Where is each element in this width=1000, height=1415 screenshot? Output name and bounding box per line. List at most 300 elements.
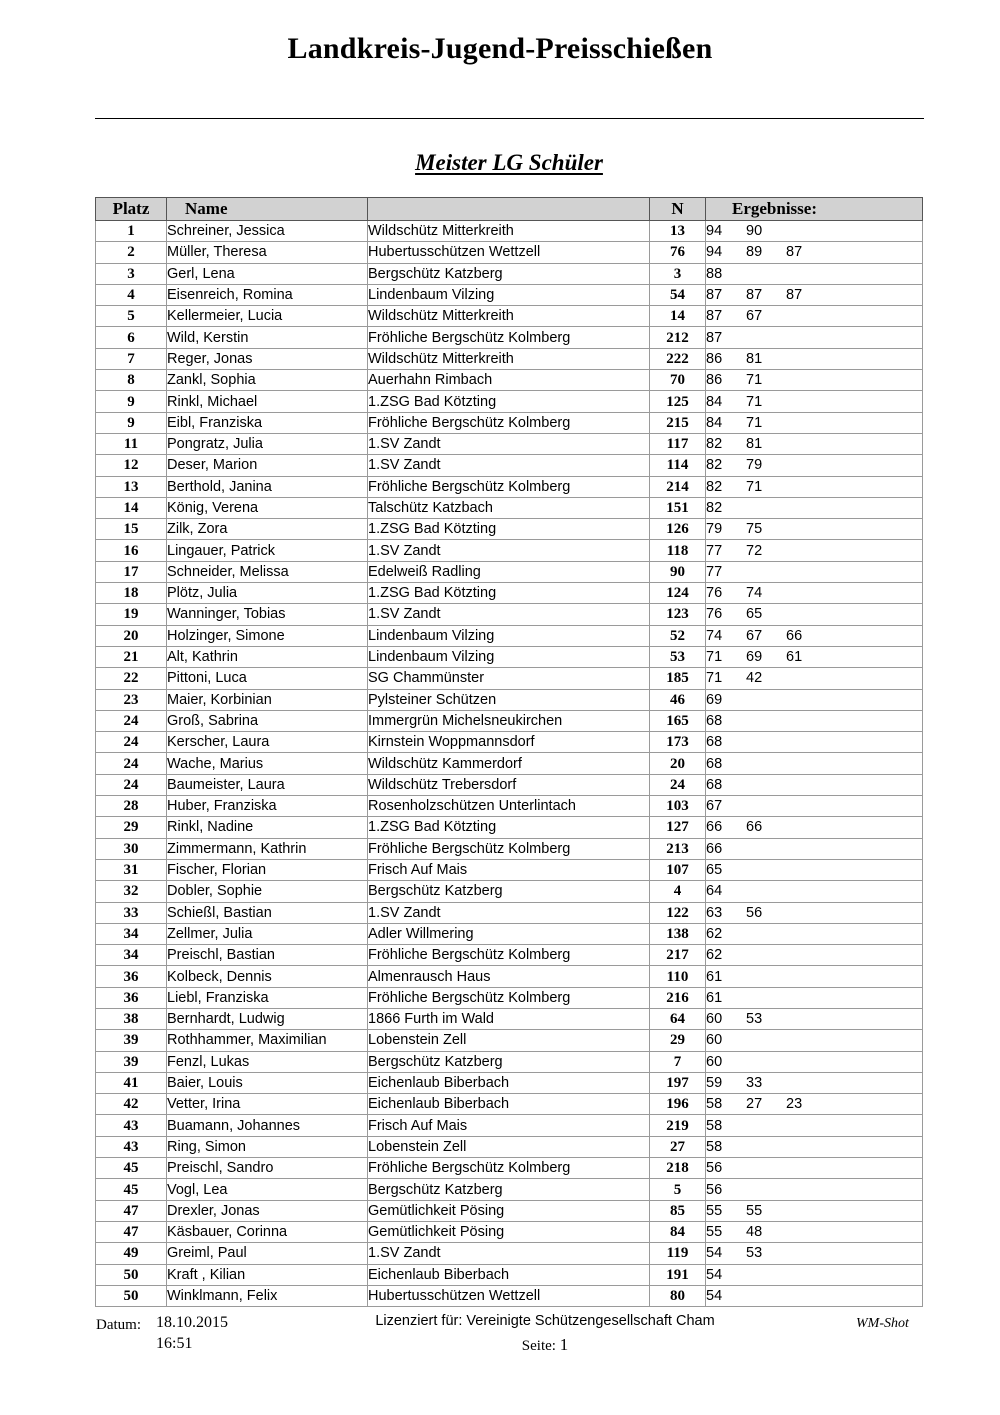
table-row <box>96 370 923 391</box>
cell-n: 14 <box>650 306 706 327</box>
cell-n: 173 <box>650 732 706 753</box>
result-score: 42 <box>746 670 763 687</box>
header-ergebnisse: Ergebnisse: <box>706 198 923 221</box>
result-score: 87 <box>786 287 803 304</box>
cell-name: Deser, Marion <box>167 455 368 476</box>
table-row <box>96 561 923 582</box>
cell-platz: 24 <box>96 710 167 731</box>
cell-ergebnisse <box>706 455 923 476</box>
cell-platz: 45 <box>96 1158 167 1179</box>
cell-platz: 32 <box>96 881 167 902</box>
cell-n: 90 <box>650 561 706 582</box>
cell-name: Berthold, Janina <box>167 476 368 497</box>
cell-n: 191 <box>650 1264 706 1285</box>
cell-ergebnisse <box>706 497 923 518</box>
result-score: 84 <box>706 393 723 410</box>
table-row <box>96 476 923 497</box>
page-title: Landkreis-Jugend-Preisschießen <box>287 32 713 65</box>
cell-ergebnisse <box>706 1008 923 1029</box>
result-score: 74 <box>706 627 723 644</box>
cell-ergebnisse <box>706 1094 923 1115</box>
header-n: N <box>650 198 706 221</box>
cell-club: Immergrün Michelsneukirchen <box>368 710 650 731</box>
cell-ergebnisse <box>706 519 923 540</box>
cell-platz: 1 <box>96 221 167 242</box>
cell-n: 196 <box>650 1094 706 1115</box>
cell-n: 214 <box>650 476 706 497</box>
cell-name: Alt, Kathrin <box>167 646 368 667</box>
result-score: 60 <box>706 1053 723 1070</box>
table-row <box>96 817 923 838</box>
cell-name: Groß, Sabrina <box>167 710 368 731</box>
result-score: 89 <box>746 244 763 261</box>
cell-n: 107 <box>650 859 706 880</box>
result-score: 68 <box>706 755 723 772</box>
cell-ergebnisse <box>706 796 923 817</box>
cell-platz: 14 <box>96 497 167 518</box>
table-row <box>96 263 923 284</box>
cell-n: 52 <box>650 625 706 646</box>
cell-platz: 11 <box>96 433 167 454</box>
cell-platz: 43 <box>96 1136 167 1157</box>
cell-n: 197 <box>650 1072 706 1093</box>
cell-n: 119 <box>650 1243 706 1264</box>
cell-platz: 6 <box>96 327 167 348</box>
cell-name: Zilk, Zora <box>167 519 368 540</box>
table-row <box>96 732 923 753</box>
license-text: Lizenziert für: Vereinigte Schützengesellschaft Cham <box>375 1313 715 1329</box>
table-row <box>96 583 923 604</box>
cell-name: Liebl, Franziska <box>167 987 368 1008</box>
cell-club: Lindenbaum Vilzing <box>368 625 650 646</box>
cell-n: 3 <box>650 263 706 284</box>
cell-platz: 20 <box>96 625 167 646</box>
cell-name: Zellmer, Julia <box>167 923 368 944</box>
cell-ergebnisse <box>706 625 923 646</box>
table-row <box>96 689 923 710</box>
cell-club: Fröhliche Bergschütz Kolmberg <box>368 412 650 433</box>
table-row <box>96 284 923 305</box>
cell-name: Vogl, Lea <box>167 1179 368 1200</box>
cell-ergebnisse <box>706 945 923 966</box>
cell-name: Buamann, Johannes <box>167 1115 368 1136</box>
cell-n: 64 <box>650 1008 706 1029</box>
table-row <box>96 646 923 667</box>
cell-platz: 36 <box>96 966 167 987</box>
cell-platz: 17 <box>96 561 167 582</box>
table-row <box>96 348 923 369</box>
cell-name: Vetter, Irina <box>167 1094 368 1115</box>
cell-name: Zankl, Sophia <box>167 370 368 391</box>
cell-club: Fröhliche Bergschütz Kolmberg <box>368 838 650 859</box>
cell-ergebnisse <box>706 604 923 625</box>
cell-name: Greiml, Paul <box>167 1243 368 1264</box>
cell-club: Adler Willmering <box>368 923 650 944</box>
result-score: 71 <box>746 414 763 431</box>
cell-n: 212 <box>650 327 706 348</box>
result-score: 82 <box>706 436 723 453</box>
cell-n: 70 <box>650 370 706 391</box>
cell-ergebnisse <box>706 348 923 369</box>
cell-ergebnisse <box>706 561 923 582</box>
table-row <box>96 987 923 1008</box>
result-score: 58 <box>706 1096 723 1113</box>
cell-club: Frisch Auf Mais <box>368 1115 650 1136</box>
result-score: 90 <box>746 223 763 240</box>
result-score: 23 <box>786 1096 803 1113</box>
cell-ergebnisse <box>706 306 923 327</box>
result-score: 71 <box>706 670 723 687</box>
cell-platz: 42 <box>96 1094 167 1115</box>
result-score: 87 <box>746 287 763 304</box>
cell-n: 216 <box>650 987 706 1008</box>
table-row <box>96 1094 923 1115</box>
result-score: 72 <box>746 542 763 559</box>
table-row <box>96 796 923 817</box>
cell-platz: 15 <box>96 519 167 540</box>
result-score: 86 <box>706 372 723 389</box>
cell-n: 126 <box>650 519 706 540</box>
cell-club: Talschütz Katzbach <box>368 497 650 518</box>
cell-platz: 24 <box>96 732 167 753</box>
table-row <box>96 1221 923 1242</box>
cell-name: Baier, Louis <box>167 1072 368 1093</box>
cell-platz: 34 <box>96 945 167 966</box>
cell-ergebnisse <box>706 221 923 242</box>
cell-platz: 16 <box>96 540 167 561</box>
result-score: 67 <box>706 798 723 815</box>
cell-name: König, Verena <box>167 497 368 518</box>
cell-club: Wildschütz Mitterkreith <box>368 221 650 242</box>
cell-platz: 39 <box>96 1030 167 1051</box>
result-score: 71 <box>706 649 723 666</box>
table-row <box>96 1030 923 1051</box>
cell-ergebnisse <box>706 540 923 561</box>
cell-platz: 29 <box>96 817 167 838</box>
cell-ergebnisse <box>706 391 923 412</box>
cell-platz: 9 <box>96 412 167 433</box>
cell-club: 1.SV Zandt <box>368 902 650 923</box>
result-score: 61 <box>786 649 803 666</box>
cell-club: Eichenlaub Biberbach <box>368 1264 650 1285</box>
cell-n: 114 <box>650 455 706 476</box>
result-score: 54 <box>706 1245 723 1262</box>
table-row <box>96 1264 923 1285</box>
cell-club: Wildschütz Kammerdorf <box>368 753 650 774</box>
cell-name: Kerscher, Laura <box>167 732 368 753</box>
header-name: Name <box>167 198 368 221</box>
cell-platz: 7 <box>96 348 167 369</box>
cell-ergebnisse <box>706 1200 923 1221</box>
cell-club: Bergschütz Katzberg <box>368 1179 650 1200</box>
cell-name: Pittoni, Luca <box>167 668 368 689</box>
result-score: 56 <box>746 904 763 921</box>
cell-name: Kolbeck, Dennis <box>167 966 368 987</box>
cell-n: 103 <box>650 796 706 817</box>
cell-ergebnisse <box>706 263 923 284</box>
cell-club: Frisch Auf Mais <box>368 859 650 880</box>
table-row <box>96 1115 923 1136</box>
cell-ergebnisse <box>706 817 923 838</box>
result-score: 66 <box>706 819 723 836</box>
header-platz: Platz <box>96 198 167 221</box>
result-score: 58 <box>706 1117 723 1134</box>
cell-n: 127 <box>650 817 706 838</box>
table-row <box>96 242 923 263</box>
cell-n: 117 <box>650 433 706 454</box>
result-score: 76 <box>706 606 723 623</box>
result-score: 54 <box>706 1266 723 1283</box>
result-score: 77 <box>706 542 723 559</box>
cell-ergebnisse <box>706 583 923 604</box>
result-score: 61 <box>706 989 723 1006</box>
result-score: 87 <box>706 329 723 346</box>
result-score: 61 <box>706 968 723 985</box>
cell-ergebnisse <box>706 476 923 497</box>
cell-club: Pylsteiner Schützen <box>368 689 650 710</box>
cell-club: Hubertusschützen Wettzell <box>368 1285 650 1306</box>
cell-ergebnisse <box>706 327 923 348</box>
cell-name: Baumeister, Laura <box>167 774 368 795</box>
cell-club: Kirnstein Woppmannsdorf <box>368 732 650 753</box>
table-row <box>96 774 923 795</box>
result-score: 74 <box>746 585 763 602</box>
table-row <box>96 1200 923 1221</box>
cell-platz: 39 <box>96 1051 167 1072</box>
page-subtitle: Meister LG Schüler <box>415 150 603 175</box>
cell-name: Rinkl, Nadine <box>167 817 368 838</box>
cell-ergebnisse <box>706 646 923 667</box>
page-label: Seite: <box>521 1338 556 1354</box>
table-row <box>96 540 923 561</box>
cell-club: Bergschütz Katzberg <box>368 881 650 902</box>
cell-club: 1.SV Zandt <box>368 433 650 454</box>
cell-n: 5 <box>650 1179 706 1200</box>
result-score: 82 <box>706 457 723 474</box>
cell-n: 118 <box>650 540 706 561</box>
cell-ergebnisse <box>706 838 923 859</box>
result-score: 82 <box>706 478 723 495</box>
result-score: 86 <box>706 350 723 367</box>
cell-name: Winklmann, Felix <box>167 1285 368 1306</box>
cell-ergebnisse <box>706 902 923 923</box>
cell-ergebnisse <box>706 412 923 433</box>
cell-n: 215 <box>650 412 706 433</box>
cell-ergebnisse <box>706 966 923 987</box>
result-score: 60 <box>706 1011 723 1028</box>
result-score: 59 <box>706 1075 723 1092</box>
cell-platz: 22 <box>96 668 167 689</box>
cell-n: 84 <box>650 1221 706 1242</box>
page-number: 1 <box>559 1335 569 1354</box>
cell-club: Wildschütz Mitterkreith <box>368 348 650 369</box>
result-score: 94 <box>706 223 723 240</box>
table-row <box>96 710 923 731</box>
result-score: 64 <box>706 883 723 900</box>
cell-platz: 4 <box>96 284 167 305</box>
result-score: 62 <box>706 925 723 942</box>
cell-platz: 33 <box>96 902 167 923</box>
cell-platz: 50 <box>96 1285 167 1306</box>
table-row <box>96 1285 923 1306</box>
result-score: 66 <box>746 819 763 836</box>
cell-platz: 36 <box>96 987 167 1008</box>
cell-name: Huber, Franziska <box>167 796 368 817</box>
cell-n: 46 <box>650 689 706 710</box>
table-row <box>96 497 923 518</box>
cell-ergebnisse <box>706 710 923 731</box>
cell-name: Wild, Kerstin <box>167 327 368 348</box>
cell-ergebnisse <box>706 433 923 454</box>
result-score: 81 <box>746 436 763 453</box>
cell-platz: 3 <box>96 263 167 284</box>
result-score: 87 <box>706 308 723 325</box>
cell-n: 217 <box>650 945 706 966</box>
result-score: 48 <box>746 1224 763 1241</box>
cell-ergebnisse <box>706 1243 923 1264</box>
software-brand: WM-Shot <box>856 1316 909 1331</box>
cell-ergebnisse <box>706 859 923 880</box>
result-score: 68 <box>706 734 723 751</box>
cell-n: 7 <box>650 1051 706 1072</box>
table-row <box>96 221 923 242</box>
cell-club: Bergschütz Katzberg <box>368 1051 650 1072</box>
cell-n: 185 <box>650 668 706 689</box>
cell-platz: 24 <box>96 753 167 774</box>
cell-n: 20 <box>650 753 706 774</box>
cell-club: Lobenstein Zell <box>368 1030 650 1051</box>
cell-n: 110 <box>650 966 706 987</box>
cell-platz: 38 <box>96 1008 167 1029</box>
cell-name: Fischer, Florian <box>167 859 368 880</box>
cell-n: 213 <box>650 838 706 859</box>
cell-club: Fröhliche Bergschütz Kolmberg <box>368 1158 650 1179</box>
cell-n: 80 <box>650 1285 706 1306</box>
result-score: 79 <box>746 457 763 474</box>
result-score: 63 <box>706 904 723 921</box>
cell-club: Fröhliche Bergschütz Kolmberg <box>368 945 650 966</box>
cell-name: Schießl, Bastian <box>167 902 368 923</box>
table-row <box>96 753 923 774</box>
cell-ergebnisse <box>706 987 923 1008</box>
cell-platz: 49 <box>96 1243 167 1264</box>
cell-platz: 21 <box>96 646 167 667</box>
cell-platz: 8 <box>96 370 167 391</box>
cell-club: 1866 Furth im Wald <box>368 1008 650 1029</box>
cell-n: 219 <box>650 1115 706 1136</box>
cell-n: 218 <box>650 1158 706 1179</box>
cell-name: Zimmermann, Kathrin <box>167 838 368 859</box>
cell-platz: 19 <box>96 604 167 625</box>
cell-ergebnisse <box>706 370 923 391</box>
cell-club: Eichenlaub Biberbach <box>368 1072 650 1093</box>
result-score: 77 <box>706 563 723 580</box>
cell-ergebnisse <box>706 1072 923 1093</box>
cell-n: 24 <box>650 774 706 795</box>
result-score: 54 <box>706 1287 723 1304</box>
cell-club: Lindenbaum Vilzing <box>368 646 650 667</box>
table-row <box>96 391 923 412</box>
table-row <box>96 625 923 646</box>
cell-name: Dobler, Sophie <box>167 881 368 902</box>
table-row <box>96 966 923 987</box>
cell-club: Fröhliche Bergschütz Kolmberg <box>368 987 650 1008</box>
cell-n: 13 <box>650 221 706 242</box>
cell-name: Schreiner, Jessica <box>167 221 368 242</box>
result-score: 33 <box>746 1075 763 1092</box>
cell-name: Gerl, Lena <box>167 263 368 284</box>
cell-club: Gemütlichkeit Pösing <box>368 1200 650 1221</box>
cell-name: Rothhammer, Maximilian <box>167 1030 368 1051</box>
result-score: 67 <box>746 308 763 325</box>
cell-platz: 23 <box>96 689 167 710</box>
cell-club: Almenrausch Haus <box>368 966 650 987</box>
cell-n: 124 <box>650 583 706 604</box>
table-row <box>96 838 923 859</box>
cell-platz: 28 <box>96 796 167 817</box>
results-body <box>96 221 923 1307</box>
result-score: 27 <box>746 1096 763 1113</box>
cell-club: 1.SV Zandt <box>368 540 650 561</box>
cell-club: Bergschütz Katzberg <box>368 263 650 284</box>
cell-club: 1.ZSG Bad Kötzting <box>368 519 650 540</box>
table-row <box>96 519 923 540</box>
cell-name: Eibl, Franziska <box>167 412 368 433</box>
cell-ergebnisse <box>706 284 923 305</box>
table-header-row <box>96 198 923 221</box>
cell-name: Kellermeier, Lucia <box>167 306 368 327</box>
cell-n: 222 <box>650 348 706 369</box>
cell-ergebnisse <box>706 689 923 710</box>
cell-ergebnisse <box>706 1179 923 1200</box>
table-row <box>96 881 923 902</box>
result-score: 55 <box>746 1202 763 1219</box>
table-row <box>96 1051 923 1072</box>
result-score: 56 <box>706 1160 723 1177</box>
cell-club: SG Chammünster <box>368 668 650 689</box>
cell-ergebnisse <box>706 1051 923 1072</box>
cell-club: Hubertusschützen Wettzell <box>368 242 650 263</box>
cell-platz: 43 <box>96 1115 167 1136</box>
cell-club: 1.SV Zandt <box>368 455 650 476</box>
result-score: 53 <box>746 1011 763 1028</box>
result-score: 79 <box>706 521 723 538</box>
result-score: 65 <box>706 862 723 879</box>
cell-club: 1.ZSG Bad Kötzting <box>368 583 650 604</box>
table-row <box>96 306 923 327</box>
table-row <box>96 859 923 880</box>
result-score: 55 <box>706 1224 723 1241</box>
cell-name: Preischl, Sandro <box>167 1158 368 1179</box>
cell-n: 138 <box>650 923 706 944</box>
cell-club: Wildschütz Trebersdorf <box>368 774 650 795</box>
cell-platz: 5 <box>96 306 167 327</box>
cell-name: Wache, Marius <box>167 753 368 774</box>
cell-platz: 41 <box>96 1072 167 1093</box>
cell-name: Holzinger, Simone <box>167 625 368 646</box>
cell-ergebnisse <box>706 1285 923 1306</box>
cell-club: Lobenstein Zell <box>368 1136 650 1157</box>
table-row <box>96 604 923 625</box>
result-score: 65 <box>746 606 763 623</box>
table-row <box>96 668 923 689</box>
cell-platz: 2 <box>96 242 167 263</box>
cell-ergebnisse <box>706 753 923 774</box>
cell-n: 122 <box>650 902 706 923</box>
cell-platz: 9 <box>96 391 167 412</box>
result-score: 94 <box>706 244 723 261</box>
table-row <box>96 1243 923 1264</box>
